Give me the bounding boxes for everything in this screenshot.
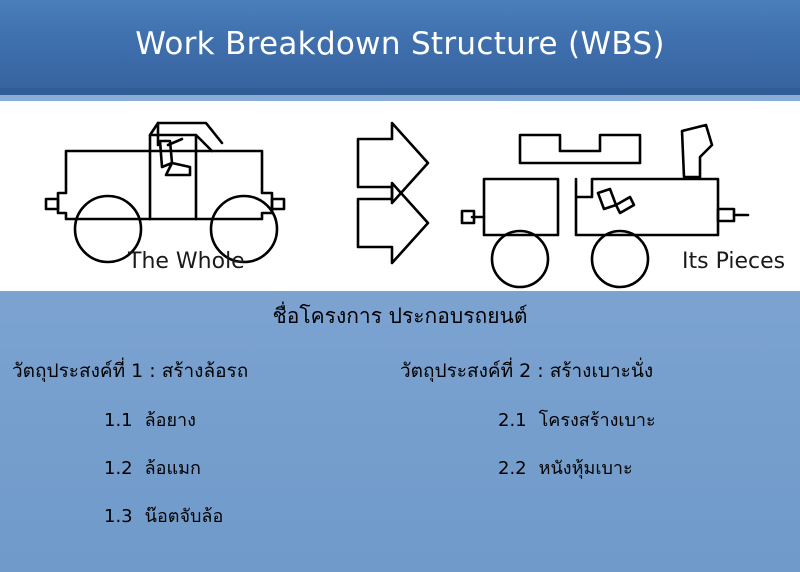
branch-1-item-3 xyxy=(12,501,248,530)
branch-2-item-1-label: โครงสร้างเบาะ xyxy=(538,410,656,431)
branch-2-heading: วัตถุประสงค์ที่ 2 : สร้างเบาะนั่ง xyxy=(400,360,654,382)
illustration-panel xyxy=(0,101,800,291)
branch-1-item-2 xyxy=(12,453,248,482)
title-divider xyxy=(0,88,800,95)
branch-2-item-2-number: 2.2 xyxy=(498,458,527,479)
branch-1-item-2-number: 1.2 xyxy=(104,458,133,479)
branch-1-item-1 xyxy=(12,405,248,434)
project-name: ชื่อโครงการ ประกอบรถยนต์ xyxy=(272,304,528,328)
illustration-left-caption: The Whole xyxy=(128,249,245,274)
illustration-right-caption: Its Pieces xyxy=(682,249,786,274)
wbs-illustration xyxy=(0,101,800,291)
branch-2-item-1 xyxy=(400,405,656,434)
branch-1-item-3-number: 1.3 xyxy=(104,506,133,527)
branch-1-item-1-label: ล้อยาง xyxy=(144,410,196,431)
wbs-branch-1 xyxy=(12,356,248,530)
branch-2-item-2-label: หนังหุ้มเบาะ xyxy=(538,458,633,479)
branch-2-item-1-number: 2.1 xyxy=(498,410,527,431)
title-bar xyxy=(0,0,800,88)
branch-1-item-1-number: 1.1 xyxy=(104,410,133,431)
wbs-branch-2 xyxy=(400,356,656,482)
branch-1-item-2-label: ล้อแมก xyxy=(144,458,201,479)
branch-2-item-2 xyxy=(400,453,656,482)
branch-1-item-3-label: น๊อตจับล้อ xyxy=(144,506,224,527)
page-title: Work Breakdown Structure (WBS) xyxy=(135,26,665,62)
branch-1-heading: วัตถุประสงค์ที่ 1 : สร้างล้อรถ xyxy=(12,360,249,382)
